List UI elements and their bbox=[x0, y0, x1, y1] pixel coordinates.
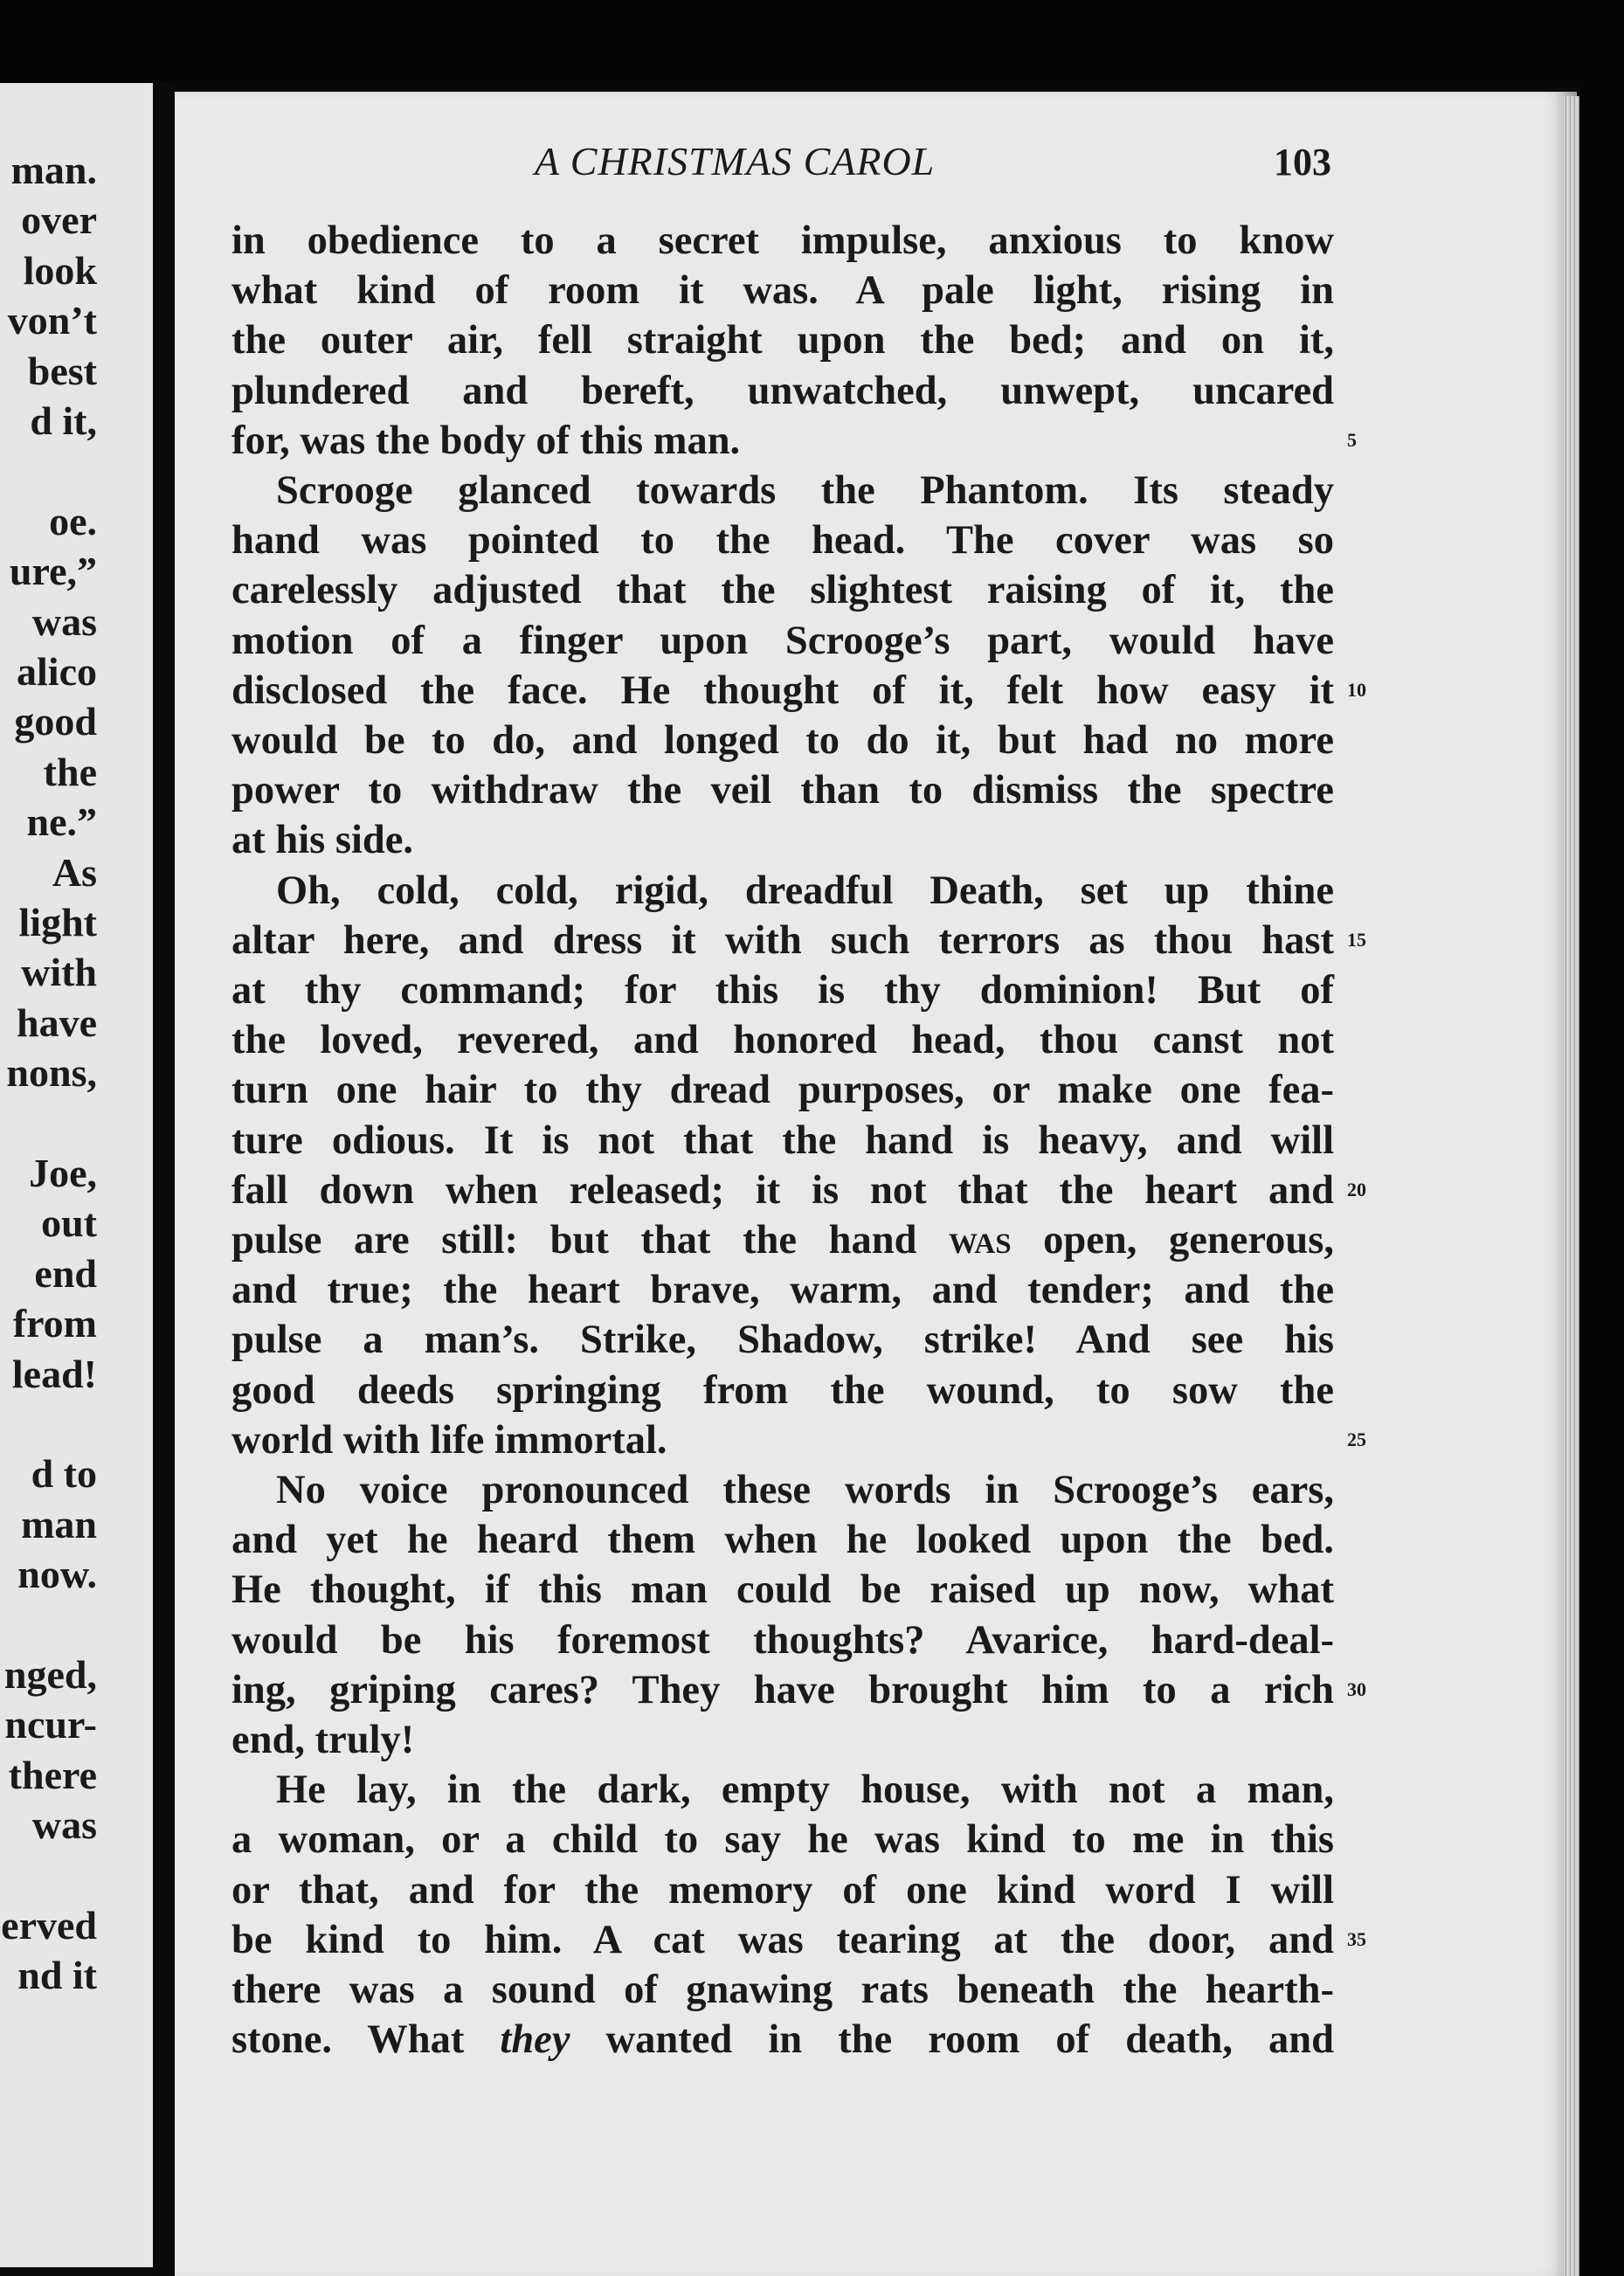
left-page-fragment: light bbox=[18, 900, 97, 944]
left-page-fragment: Joe, bbox=[29, 1151, 97, 1195]
page-edge bbox=[1564, 96, 1579, 2276]
margin-line-number: 15 bbox=[1347, 928, 1366, 951]
text-line: would be to do, and longed to do it, but had no more bbox=[232, 718, 1334, 763]
text-line: a woman, or a child to say he was kind to me in this bbox=[232, 1817, 1334, 1863]
text-line: pulse a man’s. Strike, Shadow, strike! And see his bbox=[232, 1318, 1334, 1363]
page-number: 103 bbox=[1274, 141, 1331, 183]
text-line: at thy command; for this is thy dominion! But of bbox=[232, 968, 1334, 1013]
left-page-fragment: look bbox=[23, 247, 97, 293]
left-page-fragment: As bbox=[52, 849, 97, 895]
text-line: end, truly! bbox=[232, 1718, 415, 1762]
text-line: carelessly adjusted that the slightest raising of it, the bbox=[232, 568, 1334, 613]
text-line: motion of a finger upon Scrooge’s part, would have bbox=[232, 618, 1334, 663]
left-page-fragment: erved bbox=[1, 1903, 97, 1947]
left-facing-page bbox=[0, 83, 153, 2267]
left-page-fragment: d to bbox=[31, 1451, 97, 1497]
text-line: fall down when released; it is not that the heart and bbox=[232, 1167, 1334, 1213]
text-line: disclosed the face. He thought of it, felt how easy it bbox=[232, 668, 1334, 713]
text-line: He lay, in the dark, empty house, with not a man, bbox=[276, 1768, 1334, 1813]
left-page-fragment: lead! bbox=[11, 1351, 97, 1396]
text-line: or that, and for the memory of one kind word I will bbox=[232, 1867, 1334, 1913]
text-line: and true; the heart brave, warm, and tender; and the bbox=[232, 1268, 1334, 1313]
margin-line-number: 5 bbox=[1347, 428, 1357, 451]
text-line: be kind to him. A cat was tearing at the door, and bbox=[232, 1917, 1334, 1962]
text-line: stone. What they wanted in the room of death, and bbox=[232, 2017, 1335, 2063]
text-line: power to withdraw the veil than to dismiss the spectre bbox=[232, 768, 1334, 813]
left-page-fragment: best bbox=[27, 348, 97, 393]
left-page-fragment: ncur- bbox=[4, 1702, 97, 1747]
text-line: at his side. bbox=[232, 818, 414, 863]
text-line: altar here, and dress it with such terrors as thou hast bbox=[232, 917, 1334, 963]
left-page-fragment: nd it bbox=[17, 1953, 97, 1998]
text-line: in obedience to a secret impulse, anxious to know bbox=[232, 218, 1334, 263]
text-line: the loved, revered, and honored head, thou canst not bbox=[232, 1018, 1334, 1063]
text-line: what kind of room it was. A pale light, rising in bbox=[232, 268, 1334, 314]
left-page-fragment: nged, bbox=[3, 1652, 97, 1697]
left-page-fragment: ure,” bbox=[9, 549, 97, 594]
text-line: ing, griping cares? They have brought him to a rich bbox=[232, 1667, 1334, 1712]
left-page-fragment: was bbox=[31, 598, 97, 644]
left-page-fragment: end bbox=[34, 1250, 97, 1296]
left-page-fragment: was bbox=[31, 1802, 97, 1848]
book-gutter bbox=[153, 83, 175, 2276]
left-page-fragment: man. bbox=[10, 148, 97, 192]
text-line: plundered and bereft, unwatched, unwept, uncared bbox=[232, 368, 1334, 413]
text-line: He thought, if this man could be raised up now, what bbox=[232, 1567, 1334, 1613]
left-page-fragment: there bbox=[8, 1752, 97, 1797]
running-head: A CHRISTMAS CAROL bbox=[535, 139, 936, 183]
margin-line-number: 10 bbox=[1347, 678, 1366, 701]
text-line: Scrooge glanced towards the Phantom. Its steady bbox=[276, 468, 1334, 513]
text-line: good deeds springing from the wound, to sow the bbox=[232, 1367, 1334, 1413]
margin-line-number: 20 bbox=[1347, 1178, 1366, 1200]
text-line: would be his foremost thoughts? Avarice, hard-deal- bbox=[232, 1617, 1334, 1663]
margin-line-number: 35 bbox=[1347, 1927, 1366, 1950]
left-page-fragment: now. bbox=[17, 1552, 97, 1597]
left-page-fragment: good bbox=[14, 699, 97, 744]
text-line: No voice pronounced these words in Scrooge’s ears, bbox=[276, 1468, 1334, 1512]
left-page-fragment: with bbox=[21, 950, 97, 995]
left-page-fragment: over bbox=[21, 197, 97, 243]
text-line: Oh, cold, cold, rigid, dreadful Death, set up thine bbox=[276, 868, 1334, 913]
margin-line-number: 25 bbox=[1347, 1428, 1366, 1450]
left-page-fragment: from bbox=[12, 1301, 97, 1346]
left-page-fragment: out bbox=[41, 1200, 97, 1246]
text-line: ture odious. It is not that the hand is heavy, and will bbox=[232, 1117, 1334, 1163]
margin-line-number: 30 bbox=[1347, 1678, 1366, 1700]
left-page-fragment: von’t bbox=[7, 298, 97, 343]
left-page-fragment: man bbox=[21, 1501, 97, 1546]
scan-top-border bbox=[0, 0, 1624, 87]
left-page-fragment: the bbox=[43, 749, 97, 794]
text-line: turn one hair to thy dread purposes, or make one fea- bbox=[232, 1068, 1334, 1113]
text-line: for, was the body of this man. bbox=[232, 418, 741, 463]
text-line: hand was pointed to the head. The cover was so bbox=[232, 518, 1334, 564]
text-line: there was a sound of gnawing rats beneath the hearth- bbox=[232, 1968, 1334, 2012]
left-page-fragment: d it, bbox=[30, 398, 97, 443]
left-page-fragment: have bbox=[17, 1000, 97, 1045]
text-line: the outer air, fell straight upon the bed; and on it, bbox=[232, 318, 1334, 363]
left-page-fragment: ne.” bbox=[26, 799, 97, 845]
left-page-fragment: nons, bbox=[6, 1050, 97, 1096]
text-line: and yet he heard them when he looked upon the bed. bbox=[232, 1518, 1334, 1563]
text-line: pulse are still: but that the hand was open, generous, bbox=[232, 1218, 1334, 1263]
scan-right-border bbox=[1579, 0, 1624, 2276]
left-page-fragment: oe. bbox=[49, 498, 97, 543]
text-line: world with life immortal. bbox=[232, 1417, 667, 1463]
left-page-fragment: alico bbox=[17, 649, 97, 694]
